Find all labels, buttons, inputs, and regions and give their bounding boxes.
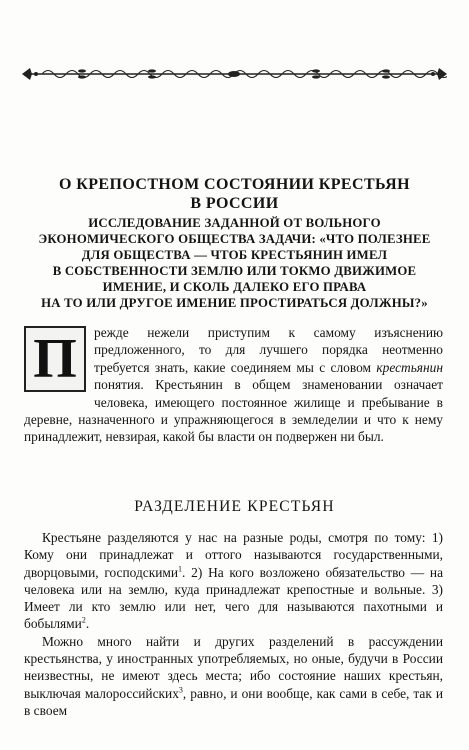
- decorative-ornament-border: [22, 66, 447, 82]
- subtitle-line-2: ЭКОНОМИЧЕСКОГО ОБЩЕСТВА ЗАДАЧИ: «ЧТО ПОЛЕЗНЕЕ: [38, 232, 431, 246]
- section-heading: РАЗДЕЛЕНИЕ КРЕСТЬЯН: [134, 498, 335, 515]
- body-paragraph-1: [24, 529, 443, 633]
- intro-emphasis: крестьянин: [376, 359, 443, 375]
- drop-cap-letter: П: [24, 326, 86, 392]
- p1-text-a: Крестьяне разделяются у нас на разные роды, смотря по тому: 1) Кому они принадлежат и оттого называются государственными, дворцовыми, господскими: [24, 530, 443, 580]
- p1-text-b: . 2) На кого возложено обязательство — на человека или на землю, куда принадлежат крепостные и вольные. 3) Имеет ли кто землю или нет, чего для называются пахотными и бобылями: [24, 564, 444, 632]
- title-line-2: В РОССИИ: [190, 195, 279, 212]
- intro-paragraph: [24, 324, 443, 446]
- p2-text-b: , равно, и они вообще, как сами в себе, так и в своем: [24, 685, 443, 718]
- page-subtitle: [14, 215, 455, 311]
- subtitle-line-4: В СОБСТВЕННОСТИ ЗЕМЛЮ ИЛИ ТОКМО ДВИЖИМОЕ: [52, 264, 417, 278]
- footnote-ref-3: 3: [178, 685, 183, 695]
- intro-text: [24, 324, 443, 446]
- subtitle-line-3: ДЛЯ ОБЩЕСТВА — ЧТОБ КРЕСТЬЯНИН ИМЕЛ: [81, 248, 388, 262]
- subtitle-line-1: ИССЛЕДОВАНИЕ ЗАДАННОЙ ОТ ВОЛЬНОГО: [88, 216, 381, 230]
- page-title: [14, 175, 455, 213]
- intro-text-part-a: режде нежели приступим к самому изъяснению предложенного, то для лучшего порядка неотменно требуется знать, какие соединяем мы с словом: [94, 325, 443, 375]
- p2-text-a: Можно много найти и других разделений в рассуждении крестьянства, у иностранных употребляемых, но оные, будучи в России неизвестны, не имеют здесь места; ибо состояние наших крестьян, выключая малороссийских: [24, 633, 443, 701]
- p1-text-c: .: [85, 616, 90, 632]
- document-heading: [14, 175, 455, 311]
- intro-text-part-b: понятия. Крестьянин в общем знаменовании означает человека, имеющего постоянное жилище и пребывание в деревне, назначенного и упражняющегося в земледелии и что к нему принадлежит, невзирая, какой бы власти он подвержен ни был.: [24, 377, 443, 445]
- body-paragraph-2: [24, 633, 443, 719]
- subtitle-line-5: ИМЕНИЕ, И СКОЛЬ ДАЛЕКО ЕГО ПРАВА: [102, 280, 367, 294]
- footnote-ref-1: 1: [178, 564, 183, 574]
- section-body: [24, 529, 443, 719]
- title-line-1: О КРЕПОСТНОМ СОСТОЯНИИ КРЕСТЬЯН: [59, 176, 410, 193]
- subtitle-line-6: НА ТО ИЛИ ДРУГОЕ ИМЕНИЕ ПРОСТИРАТЬСЯ ДОЛЖНЫ?»: [41, 296, 428, 310]
- footnote-ref-2: 2: [81, 616, 86, 626]
